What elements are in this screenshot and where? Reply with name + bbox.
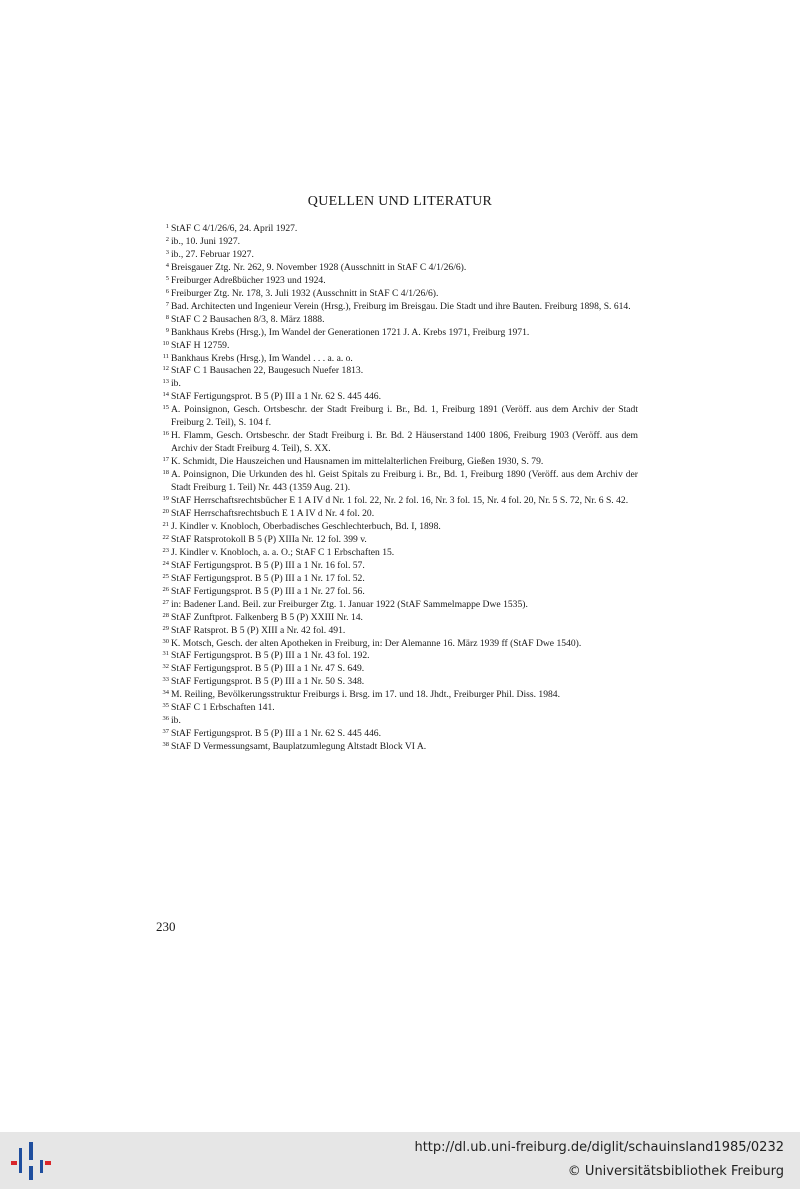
footnote-number: 29 — [162, 624, 169, 632]
footnote-item — [158, 314, 638, 327]
footnote-text: StAF C 4/1/26/6, 24. April 1927. — [171, 223, 298, 234]
footnote-text: Bad. Architecten und Ingenieur Verein (Hrsg.), Freiburg im Breisgau. Die Stadt und ihre Bauten. Freiburg 1898, S. 614. — [171, 300, 631, 312]
footnote-item — [158, 625, 638, 638]
footnote-item — [158, 456, 638, 469]
footnote-number: 33 — [162, 676, 169, 684]
footnote-text: in: Badener Land. Beil. zur Freiburger Ztg. 1. Januar 1922 (StAF Sammelmappe Dwe 1535). — [171, 598, 528, 610]
footnote-number: 35 — [162, 702, 169, 710]
footnote-item — [158, 586, 638, 599]
ub-freiburg-logo-icon — [10, 1140, 52, 1182]
logo-dash-left — [11, 1161, 17, 1165]
logo-bar-right — [40, 1160, 43, 1173]
footnote-item — [158, 469, 638, 495]
footnote-number: 11 — [162, 352, 169, 360]
footnote-number: 10 — [162, 339, 169, 347]
footnote-number: 36 — [162, 715, 169, 723]
footnote-text: K. Schmidt, Die Hauszeichen und Hausnamen im mittelalterlichen Freiburg, Gießen 1930, S. 79. — [171, 456, 544, 468]
footnote-item — [158, 599, 638, 612]
footnote-item — [158, 236, 638, 249]
footnote-item — [158, 741, 638, 754]
footnote-number: 9 — [165, 326, 169, 334]
footnote-number: 14 — [162, 391, 169, 399]
footnote-item — [158, 391, 638, 404]
footnote-text: H. Flamm, Gesch. Ortsbeschr. der Stadt Freiburg i. Br. Bd. 2 Häuserstand 1400 1806, Freiburg 1903 (Veröff. aus dem Archiv der Stadt Freiburg 4. Teil), S. XX. — [171, 430, 638, 455]
logo-dash-right — [45, 1161, 51, 1165]
footnote-number: 8 — [165, 313, 169, 321]
footnote-number: 6 — [165, 287, 169, 295]
footnote-number: 7 — [165, 300, 169, 308]
footnote-item — [158, 521, 638, 534]
footnote-text: Bankhaus Krebs (Hrsg.), Im Wandel der Generationen 1721 J. A. Krebs 1971, Freiburg 1971. — [171, 326, 530, 338]
footnote-text: StAF C 2 Bausachen 8/3, 8. März 1888. — [171, 313, 325, 325]
footnote-number: 27 — [162, 598, 169, 606]
footnote-text: StAF Ratsprot. B 5 (P) XIII a Nr. 42 fol. 491. — [171, 624, 346, 636]
logo-bar-center-bottom — [29, 1166, 33, 1180]
footnote-number: 26 — [162, 585, 169, 593]
footnote-item — [158, 365, 638, 378]
footnote-item — [158, 573, 638, 586]
footnote-number: 20 — [162, 507, 169, 515]
page-title: QUELLEN UND LITERATUR — [307, 194, 493, 209]
footnote-item — [158, 249, 638, 262]
footnote-item — [158, 340, 638, 353]
footnote-item — [158, 612, 638, 625]
footnote-text: StAF Ratsprotokoll B 5 (P) XIIIa Nr. 12 fol. 399 v. — [171, 533, 367, 545]
footnote-text: StAF Zunftprot. Falkenberg B 5 (P) XXIII Nr. 14. — [171, 611, 363, 623]
footnote-text: ib., 10. Juni 1927. — [171, 235, 241, 247]
footnote-number: 19 — [162, 495, 169, 503]
footnote-text: ib. — [171, 715, 181, 727]
footnote-item — [158, 560, 638, 573]
footnote-text: StAF Fertigungsprot. B 5 (P) III a 1 Nr. 62 S. 445 446. — [171, 391, 381, 403]
footnote-number: 22 — [162, 533, 169, 541]
footnote-item — [158, 353, 638, 366]
footnote-item — [158, 288, 638, 301]
copyright-text: © Universitätsbibliothek Freiburg — [567, 1164, 784, 1179]
footnote-item — [158, 728, 638, 741]
footnote-text: Freiburger Ztg. Nr. 178, 3. Juli 1932 (Ausschnitt in StAF C 4/1/26/6). — [171, 287, 439, 299]
footnote-item — [158, 508, 638, 521]
footnote-text: J. Kindler v. Knobloch, Oberbadisches Geschlechterbuch, Bd. I, 1898. — [171, 520, 441, 532]
footnote-text: StAF Fertigungsprot. B 5 (P) III a 1 Nr. 27 fol. 56. — [171, 585, 365, 597]
footnote-number: 32 — [162, 663, 169, 671]
permalink-url[interactable]: http://dl.ub.uni-freiburg.de/diglit/schauinsland1985/0232 — [414, 1140, 784, 1155]
footnote-text: StAF Herrschaftsrechtsbücher E 1 A IV d Nr. 1 fol. 22, Nr. 2 fol. 16, Nr. 3 fol. 15, Nr. 4 fol. 20, Nr. 5 S. 72, Nr. 6 S. 42. — [171, 495, 629, 507]
footnote-number: 4 — [165, 261, 169, 269]
footnote-item — [158, 702, 638, 715]
footnote-item — [158, 378, 638, 391]
footnote-text: ib., 27. Februar 1927. — [171, 248, 254, 260]
footnote-text: K. Motsch, Gesch. der alten Apotheken in Freiburg, in: Der Alemanne 16. März 1939 ff (StAF Dwe 1540). — [171, 637, 582, 649]
footnote-text: StAF Fertigungsprot. B 5 (P) III a 1 Nr. 50 S. 348. — [171, 676, 365, 688]
footnote-number: 15 — [162, 404, 169, 412]
footnote-text: StAF Fertigungsprot. B 5 (P) III a 1 Nr. 17 fol. 52. — [171, 572, 365, 584]
footnote-number: 24 — [162, 559, 169, 567]
footnote-number: 2 — [165, 235, 169, 243]
footnote-text: StAF H 12759. — [171, 339, 230, 351]
footnote-text: StAF C 1 Bausachen 22, Baugesuch Nuefer 1813. — [171, 365, 364, 377]
footnote-text: J. Kindler v. Knobloch, a. a. O.; StAF C 1 Erbschaften 15. — [171, 546, 395, 558]
footnote-number: 31 — [162, 650, 169, 658]
footnote-number: 12 — [162, 365, 169, 373]
footnote-item — [158, 301, 638, 314]
footnote-text: StAF Herrschaftsrechtsbuch E 1 A IV d Nr. 4 fol. 20. — [171, 507, 375, 519]
footnote-number: 23 — [162, 546, 169, 554]
footnote-number: 30 — [162, 637, 169, 645]
footnote-number: 1 — [165, 223, 169, 230]
footnote-item — [158, 223, 638, 236]
footnote-text: M. Reiling, Bevölkerungsstruktur Freiburgs i. Brsg. im 17. und 18. Jhdt., Freiburger Phil. Diss. 1984. — [171, 689, 560, 701]
footnote-text: Freiburger Adreßbücher 1923 und 1924. — [171, 274, 326, 286]
footnote-item — [158, 689, 638, 702]
footnote-number: 38 — [162, 741, 169, 749]
footnote-item — [158, 715, 638, 728]
footnote-item — [158, 676, 638, 689]
footnote-text: A. Poinsignon, Die Urkunden des hl. Geist Spitals zu Freiburg i. Br., Bd. 1, Freiburg 1890 (Veröff. aus dem Archiv der Stadt Freiburg 1. Teil) Nr. 443 (1359 Aug. 21). — [171, 469, 638, 494]
footnote-item — [158, 650, 638, 663]
footer-bar — [0, 1132, 800, 1189]
footnote-list — [158, 223, 638, 754]
footnote-number: 37 — [162, 728, 169, 736]
footnote-text: Breisgauer Ztg. Nr. 262, 9. November 1928 (Ausschnitt in StAF C 4/1/26/6). — [171, 261, 467, 273]
footnote-number: 13 — [162, 378, 169, 386]
footnote-number: 21 — [162, 520, 169, 528]
footnote-text: StAF Fertigungsprot. B 5 (P) III a 1 Nr. 16 fol. 57. — [171, 559, 365, 571]
footnote-text: StAF D Vermessungsamt, Bauplatzumlegung Altstadt Block VI A. — [171, 741, 427, 753]
footnote-text: StAF Fertigungsprot. B 5 (P) III a 1 Nr. 43 fol. 192. — [171, 650, 370, 662]
footnote-text: StAF Fertigungsprot. B 5 (P) III a 1 Nr. 62 S. 445 446. — [171, 728, 381, 740]
footnote-text: A. Poinsignon, Gesch. Ortsbeschr. der Stadt Freiburg i. Br., Bd. 1, Freiburg 1891 (Veröff. aus dem Archiv der Stadt Freiburg 2. Teil), S. 104 f. — [171, 404, 638, 429]
footnote-item — [158, 327, 638, 340]
footnote-item — [158, 275, 638, 288]
footnote-item — [158, 663, 638, 676]
footnote-item — [158, 495, 638, 508]
footnote-text: StAF C 1 Erbschaften 141. — [171, 702, 275, 714]
footnote-item — [158, 534, 638, 547]
footnote-text: Bankhaus Krebs (Hrsg.), Im Wandel . . . a. a. o. — [171, 352, 353, 364]
footnote-item — [158, 404, 638, 430]
footnote-number: 17 — [162, 456, 169, 464]
logo-bar-left — [19, 1148, 22, 1173]
footnote-number: 25 — [162, 572, 169, 580]
footnote-number: 18 — [162, 469, 169, 477]
footnote-item — [158, 430, 638, 456]
footnote-number: 5 — [165, 274, 169, 282]
footnote-text: ib. — [171, 378, 181, 390]
footnote-item — [158, 262, 638, 275]
footnote-number: 16 — [162, 430, 169, 438]
logo-bar-center-top — [29, 1142, 33, 1160]
footnote-item — [158, 547, 638, 560]
page-number: 230 — [156, 919, 176, 934]
footnote-text: StAF Fertigungsprot. B 5 (P) III a 1 Nr. 47 S. 649. — [171, 663, 365, 675]
footnote-item — [158, 638, 638, 651]
footnote-number: 3 — [165, 248, 169, 256]
footnote-number: 28 — [162, 611, 169, 619]
footnote-number: 34 — [162, 689, 169, 697]
